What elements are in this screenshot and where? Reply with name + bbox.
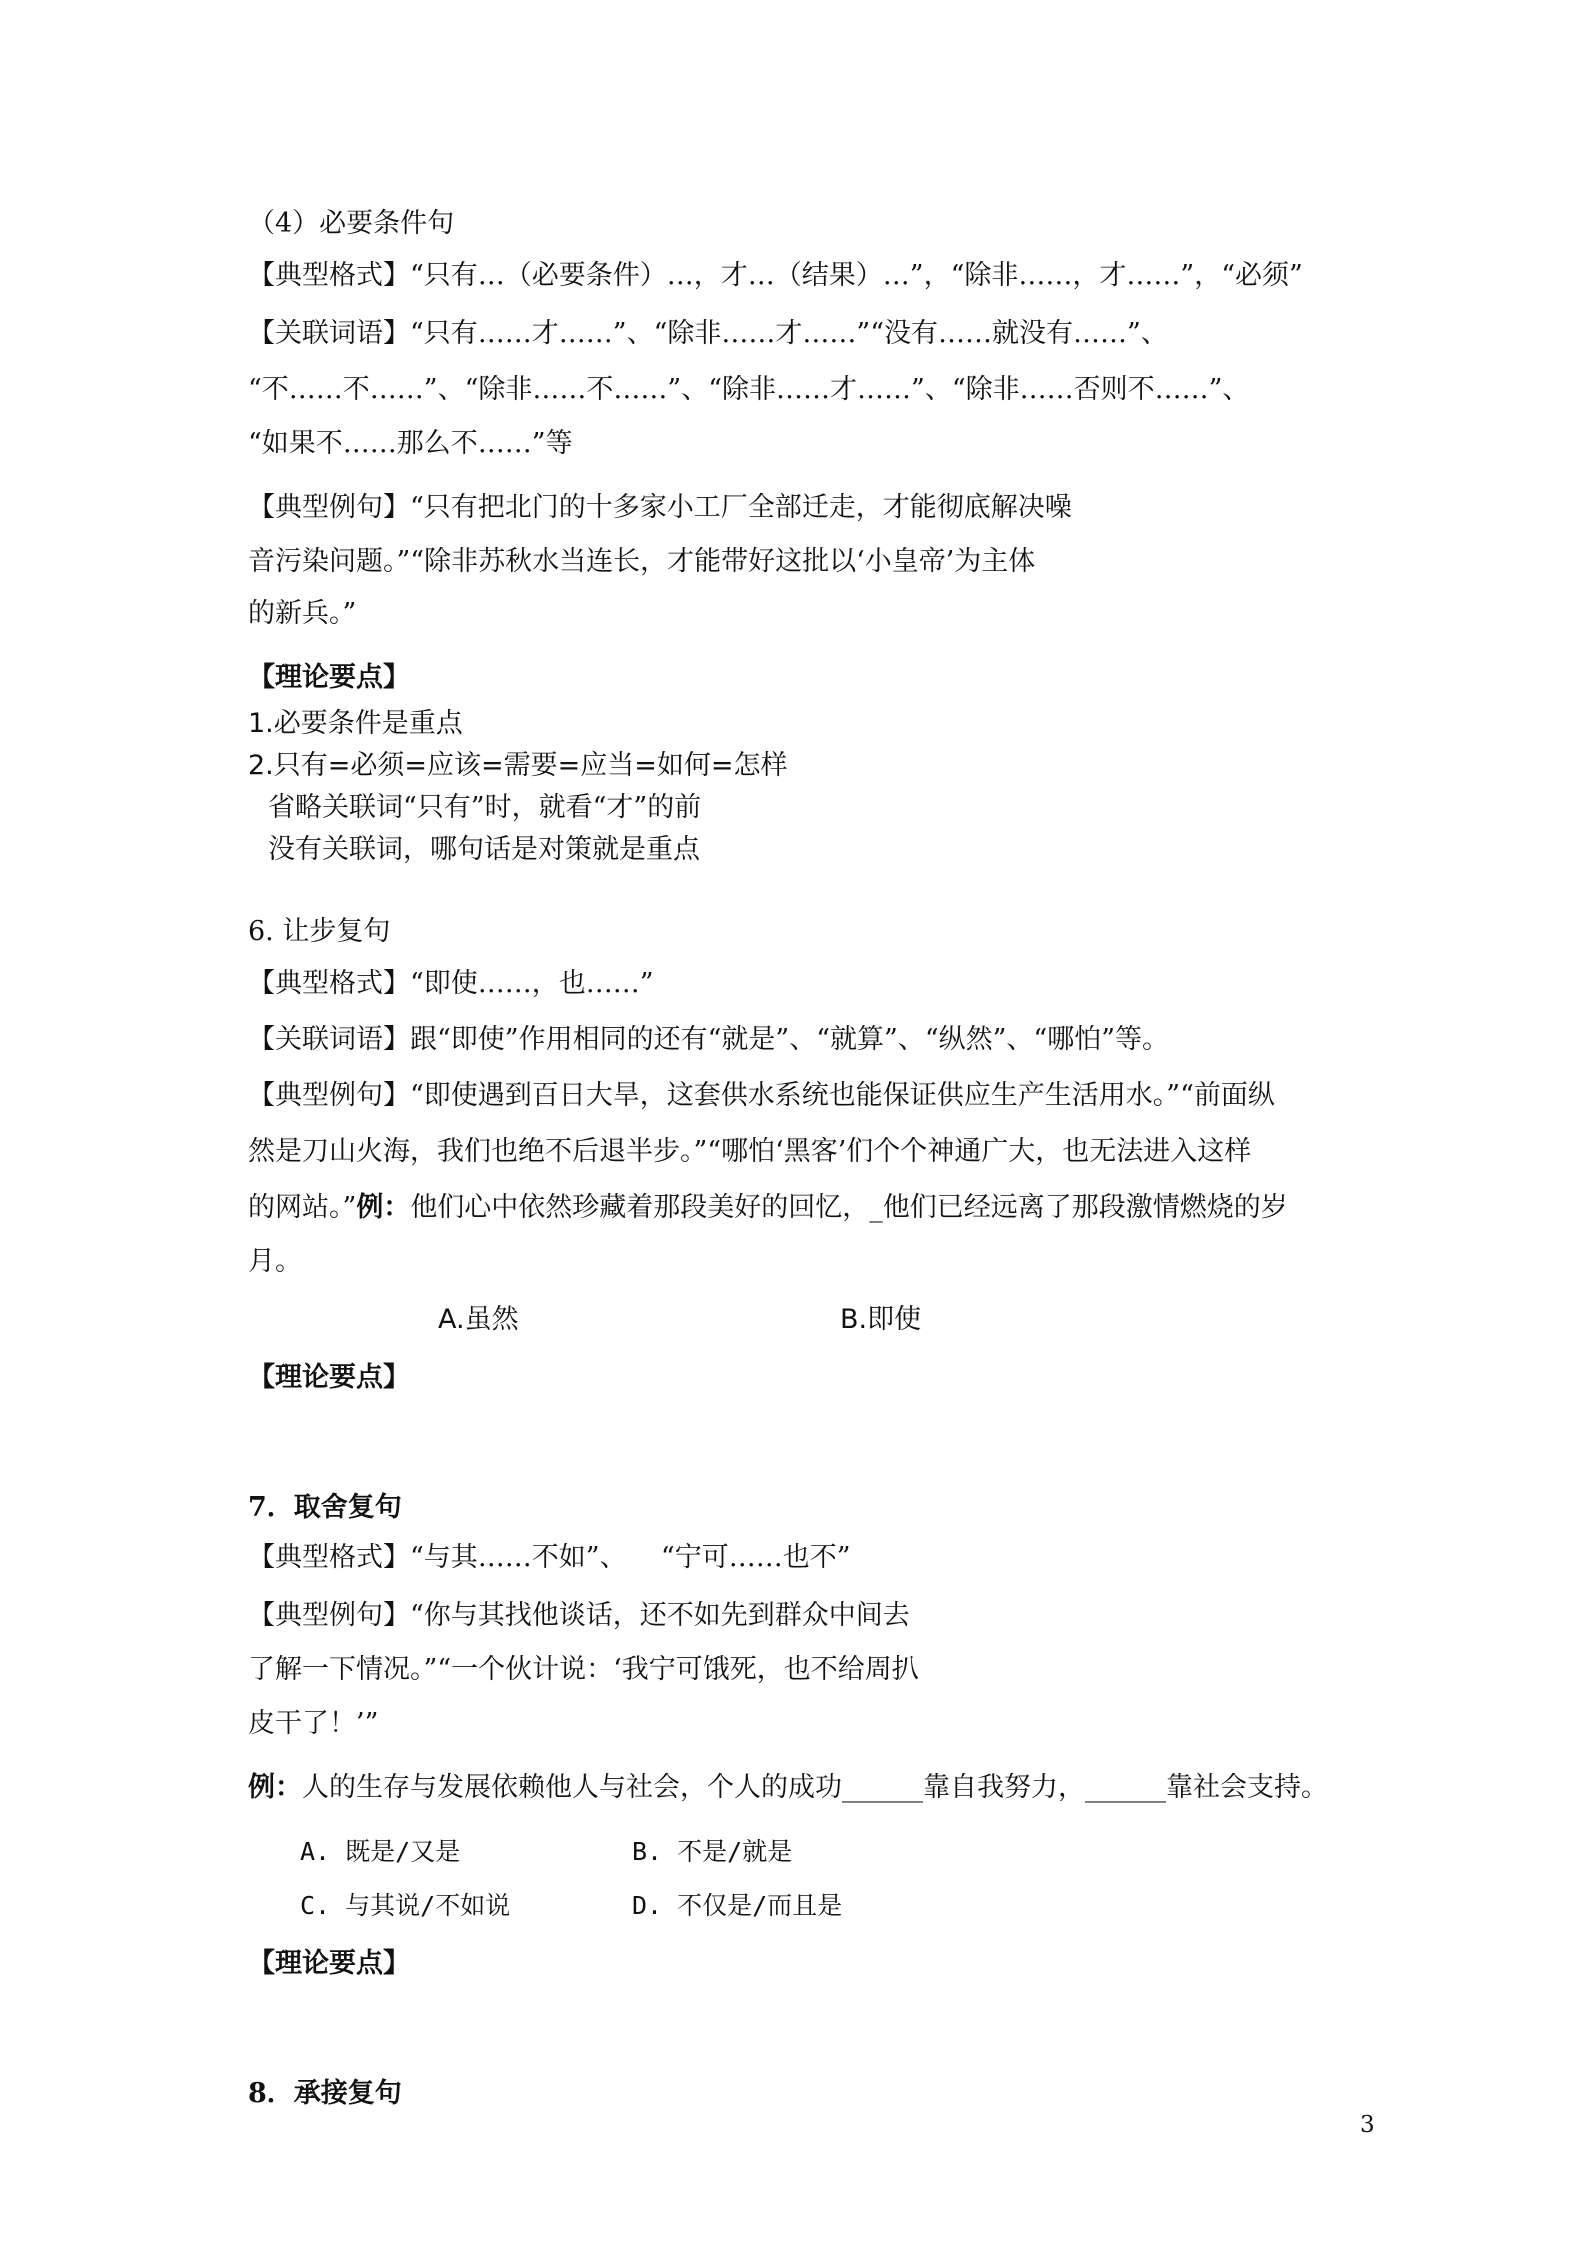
section-heading: 6. 让步复句 [248,916,391,947]
theory-heading: 【理论要点】 [248,1362,410,1393]
typical-format: 【典型格式】“与其……不如”、 “宁可……也不” [248,1542,851,1573]
connectives-line: 【关联词语】“只有……才……”、“除非……才……”“没有……就没有……”、 [248,318,1168,349]
connectives-line: “如果不……那么不……”等 [248,428,573,459]
example-line: 的新兵。” [248,598,357,629]
option-b: B. 不是/就是 [632,1837,793,1866]
section-heading: （4）必要条件句 [248,208,455,239]
example-line [248,1190,1288,1226]
option-d: D. 不仅是/而且是 [632,1891,843,1920]
example-line: 音污染问题。”“除非苏秋水当连长，才能带好这批以‘小皇帝’为主体 [248,546,1036,577]
page-number: 3 [1360,2112,1375,2138]
theory-point: 省略关联词“只有”时，就看“才”的前 [268,792,702,823]
example-line: 然是刀山火海，我们也绝不后退半步。”“哪怕‘黑客’们个个神通广大，也无法进入这样 [248,1136,1252,1167]
section-heading: 8．承接复句 [248,2078,402,2109]
example-line: 皮干了！’” [248,1708,379,1739]
example-text: 他们心中依然珍藏着那段美好的回忆，_他们已经远离了那段激情燃烧的岁 [410,1192,1288,1223]
typical-format: 【典型格式】“即使……，也……” [248,968,654,999]
theory-heading: 【理论要点】 [248,1948,410,1979]
section-heading: 7．取舍复句 [248,1492,402,1523]
option-a: A. 既是/又是 [300,1837,461,1866]
example-text: 的网站。” [248,1192,357,1223]
option-a: A.虽然 [438,1304,519,1335]
example-label: 例： [356,1192,411,1223]
example-line: 【典型例句】“你与其找他谈话，还不如先到群众中间去 [248,1600,910,1631]
question-text: 人的生存与发展依赖他人与社会，个人的成功______靠自我努力，______靠社会支持。 [302,1772,1328,1803]
theory-point: 没有关联词，哪句话是对策就是重点 [268,834,700,865]
example-line: 了解一下情况。”“一个伙计说：‘我宁可饿死，也不给周扒 [248,1654,919,1685]
option-c: C. 与其说/不如说 [300,1891,511,1920]
theory-heading: 【理论要点】 [248,662,410,693]
connectives-line: 【关联词语】跟“即使”作用相同的还有“就是”、“就算”、“纵然”、“哪怕”等。 [248,1024,1170,1055]
question-line [248,1770,1328,1806]
example-line: 【典型例句】“即使遇到百日大旱，这套供水系统也能保证供应生产生活用水。”“前面纵 [248,1080,1275,1111]
question-label: 例： [248,1772,302,1803]
connectives-line: “不……不……”、“除非……不……”、“除非……才……”、“除非……否则不……”、 [248,374,1250,405]
theory-point: 2.只有=必须=应该=需要=应当=如何=怎样 [248,750,788,781]
example-line: 月。 [248,1246,302,1277]
theory-point: 1.必要条件是重点 [248,708,463,739]
typical-format: 【典型格式】“只有…（必要条件）…，才…（结果）…”，“除非……，才……”，“必须” [248,260,1303,291]
option-b: B.即使 [840,1304,922,1335]
example-line: 【典型例句】“只有把北门的十多家小工厂全部迁走，才能彻底解决噪 [248,492,1072,523]
